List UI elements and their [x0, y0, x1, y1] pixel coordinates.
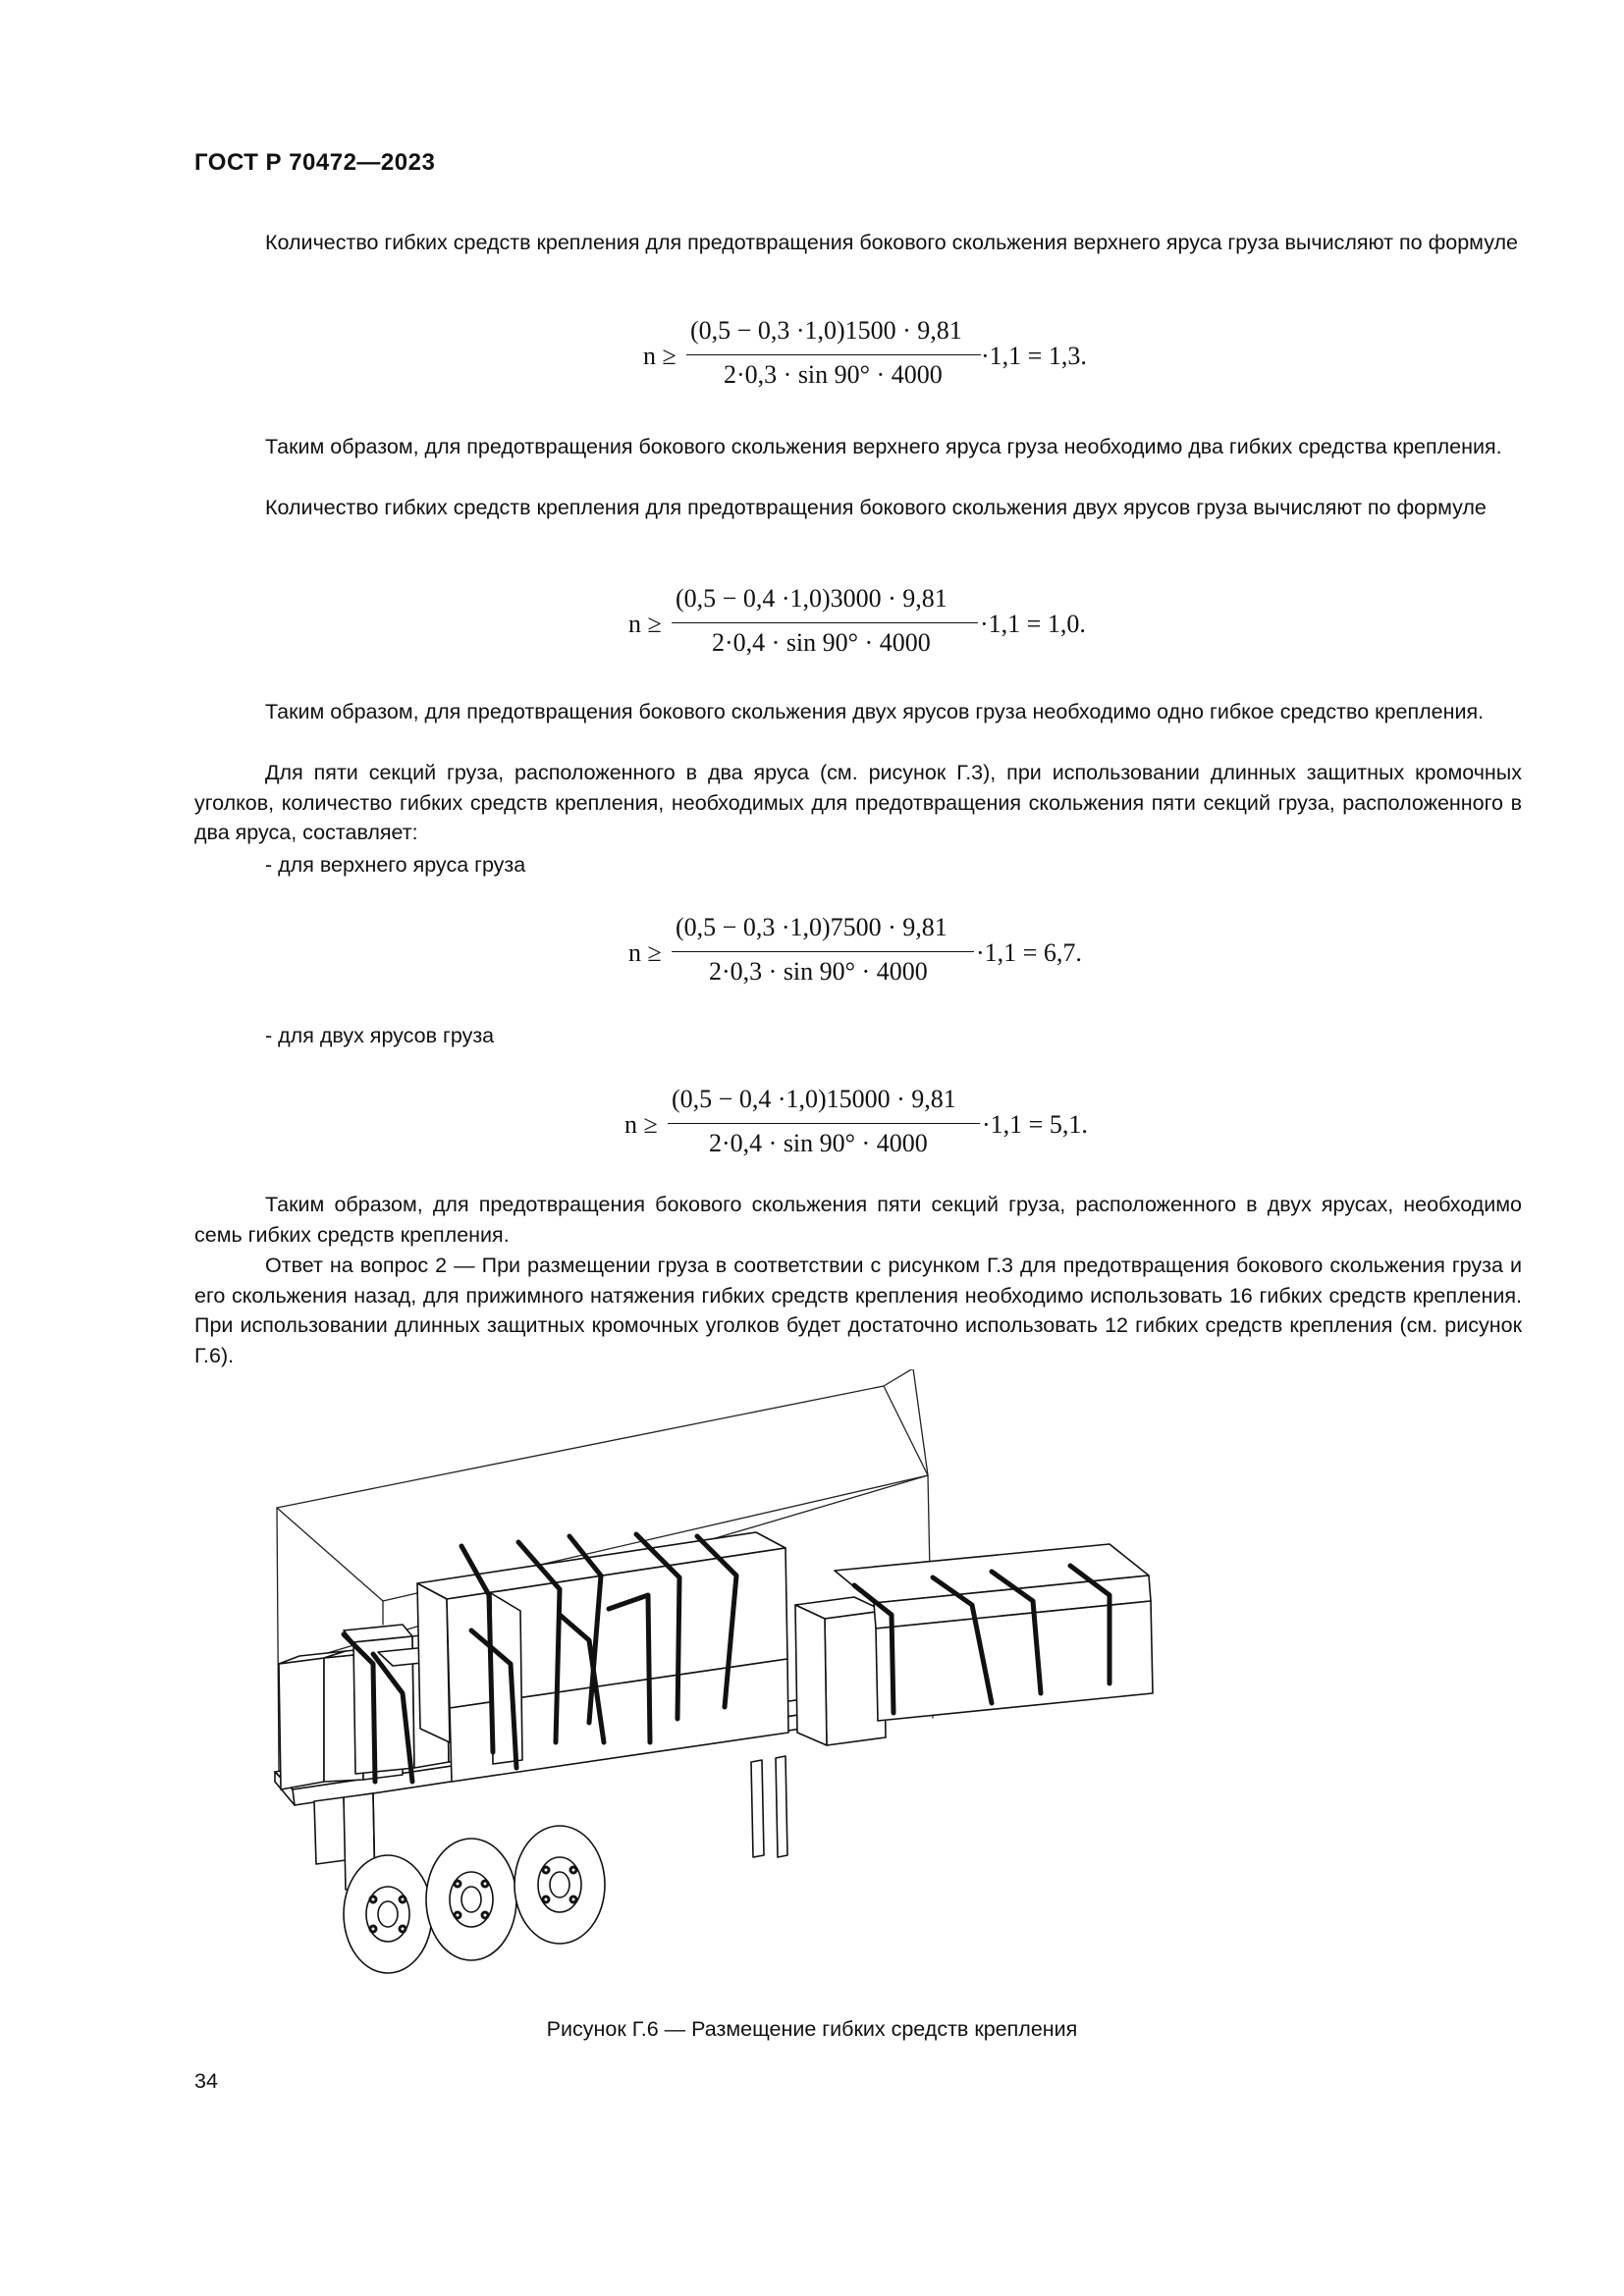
- paragraph-7: Ответ на вопрос 2 — При размещении груза в соответствии с рисунком Г.3 для предотвращения бокового скольжения груза и его скольжения назад, для прижимного натяжения гибких средств крепления необходимо использовать 16 гибких средств крепления. При использовании длинных защитных кромочных уголков будет достаточно использовать 12 гибких средств крепления (см. рисунок Г.6).: [194, 1254, 1522, 1367]
- bullet-upper-tier: - для верхнего яруса груза: [265, 853, 526, 877]
- formula-rhs: ·1,1 = 1,0.: [980, 610, 1086, 638]
- formula-denominator: 2·0,3 · sin 90° · 4000: [724, 360, 943, 389]
- formula-denominator: 2·0,3 · sin 90° · 4000: [709, 957, 928, 986]
- paragraph-6: Таким образом, для предотвращения бокового скольжения пяти секций груза, расположенного в двух ярусах, необходимо семь гибких средств крепления.: [194, 1193, 1522, 1247]
- fraction-bar: [672, 622, 978, 623]
- formula-rhs: ·1,1 = 5,1.: [982, 1110, 1088, 1139]
- paragraph-1: Количество гибких средств крепления для предотвращения бокового скольжения верхнего яруса груза вычисляют по формуле: [265, 231, 1518, 254]
- formula-rhs: ·1,1 = 6,7.: [976, 938, 1082, 967]
- bullet-two-tiers: - для двух ярусов груза: [265, 1024, 495, 1047]
- formula-lhs: n ≥: [624, 1110, 658, 1139]
- formula-denominator: 2·0,4 · sin 90° · 4000: [712, 628, 931, 657]
- wheels: [344, 1826, 605, 1973]
- formula-rhs: ·1,1 = 1,3.: [981, 342, 1087, 370]
- formula-4: [624, 1085, 1096, 1163]
- formula-lhs: n ≥: [643, 342, 677, 370]
- page-number: 34: [194, 2069, 218, 2093]
- figure-trailer-lashing: [265, 1369, 1394, 1988]
- fraction-bar: [668, 1123, 980, 1124]
- formula-1: [643, 316, 1085, 395]
- formula-numerator: (0,5 − 0,3 ·1,0)7500 · 9,81: [676, 913, 947, 941]
- formula-numerator: (0,5 − 0,3 ·1,0)1500 · 9,81: [690, 316, 962, 345]
- formula-2: [628, 584, 1086, 663]
- paragraph-4: Таким образом, для предотвращения бокового скольжения двух ярусов груза необходимо одно гибкое средство крепления.: [265, 700, 1485, 723]
- cargo-rear: [795, 1544, 1153, 1745]
- paragraph-2: Таким образом, для предотвращения бокового скольжения верхнего яруса груза необходимо два гибких средства крепления.: [265, 435, 1502, 458]
- formula-numerator: (0,5 − 0,4 ·1,0)15000 · 9,81: [672, 1085, 956, 1113]
- figure-caption: Рисунок Г.6 — Размещение гибких средств крепления: [546, 2017, 1078, 2041]
- paragraph-5: Для пяти секций груза, расположенного в два яруса (см. рисунок Г.3), при использовании длинных защитных кромочных уголков, количество гибких средств крепления, необходимых для предотвращения скольжения пяти секций груза, расположенного в два яруса, составляет:: [194, 761, 1522, 844]
- formula-3: [628, 913, 1080, 991]
- formula-numerator: (0,5 − 0,4 ·1,0)3000 · 9,81: [676, 584, 947, 613]
- fraction-bar: [672, 951, 974, 952]
- formula-lhs: n ≥: [628, 610, 662, 638]
- paragraph-3: Количество гибких средств крепления для предотвращения бокового скольжения двух ярусов груза вычисляют по формуле: [265, 496, 1487, 519]
- formula-denominator: 2·0,4 · sin 90° · 4000: [709, 1129, 928, 1157]
- formula-lhs: n ≥: [628, 938, 662, 967]
- document-header: ГОСТ Р 70472—2023: [194, 149, 436, 176]
- fraction-bar: [686, 354, 981, 355]
